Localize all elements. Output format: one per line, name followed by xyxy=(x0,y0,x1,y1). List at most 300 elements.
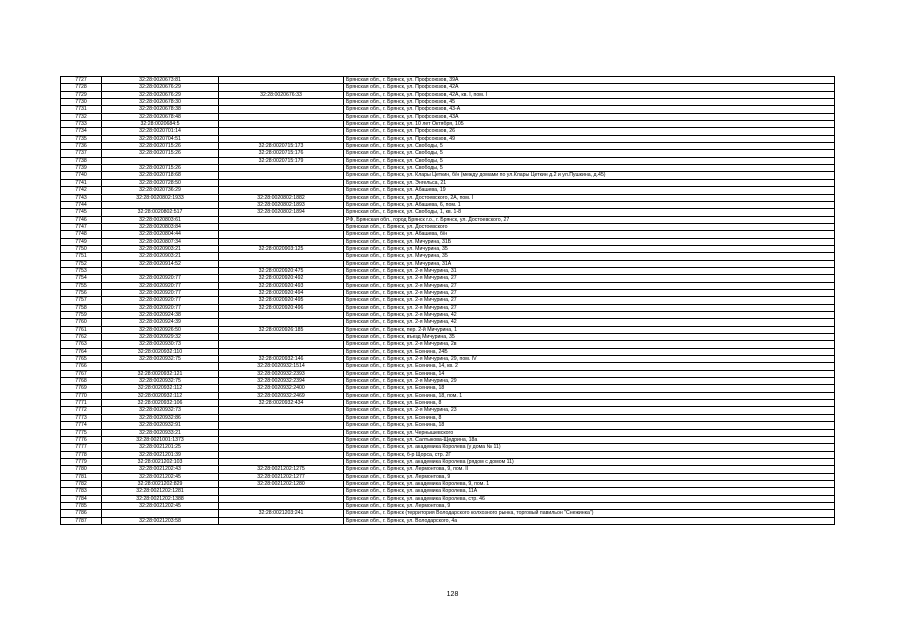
address-cell: Брянская обл., г. Брянск, ул. 2-я Мичурина, 27 xyxy=(344,289,835,296)
cadastral-number-2-cell xyxy=(219,502,344,509)
address-cell: Брянская обл., г. Брянск, ул. Мичурина, 31Б xyxy=(344,238,835,245)
row-number-cell: 7774 xyxy=(61,422,102,429)
cadastral-number-cell: 32:28:0020802:517 xyxy=(102,209,219,216)
cadastral-number-cell: 32:28:0020932:112 xyxy=(102,392,219,399)
cadastral-number-2-cell xyxy=(219,436,344,443)
cadastral-number-2-cell: 32:28:0020932:434 xyxy=(219,400,344,407)
address-cell: РФ, Брянская обл., город Брянск г.о., г. Брянск, ул. Достоевского, 27 xyxy=(344,216,835,223)
cadastral-number-cell: 32:28:0020804:44 xyxy=(102,231,219,238)
table-row xyxy=(61,289,835,296)
row-number-cell: 7756 xyxy=(61,289,102,296)
table-row xyxy=(61,510,835,517)
address-cell: Брянская обл., г. Брянск, ул. академика Королева, 9, пом. 1 xyxy=(344,480,835,487)
address-cell: Брянская обл., г. Брянск, ул. Есенина, 8 xyxy=(344,400,835,407)
address-cell: Брянская обл., г. Брянск, ул. Свободы, 5 xyxy=(344,143,835,150)
register-table-body xyxy=(61,77,835,525)
row-number-cell: 7782 xyxy=(61,480,102,487)
row-number-cell: 7734 xyxy=(61,128,102,135)
cadastral-number-2-cell: 32:28:0021203:241 xyxy=(219,510,344,517)
row-number-cell: 7729 xyxy=(61,91,102,98)
address-cell: Брянская обл., г. Брянск, ул. 2-я Мичурина, 27 xyxy=(344,304,835,311)
cadastral-number-cell: 32:28:0020715:26 xyxy=(102,143,219,150)
address-cell: Брянская обл., г. Брянск, ул. Профсоюзов, 26 xyxy=(344,128,835,135)
cadastral-number-cell: 32:28:0020924:38 xyxy=(102,312,219,319)
table-row xyxy=(61,121,835,128)
cadastral-number-cell: 32:28:0021202:829 xyxy=(102,480,219,487)
address-cell: Брянская обл., г. Брянск, ул. Свободы, 5 xyxy=(344,165,835,172)
table-row xyxy=(61,488,835,495)
cadastral-number-2-cell xyxy=(219,121,344,128)
cadastral-number-cell: 32:28:0020684:5 xyxy=(102,121,219,128)
cadastral-number-2-cell xyxy=(219,414,344,421)
address-cell: Брянская обл., г. Брянск, ул. 2-я Мичурина, 29 xyxy=(344,378,835,385)
address-cell: Брянская обл., г. Брянск, ул. Чернышевского xyxy=(344,429,835,436)
table-row xyxy=(61,275,835,282)
row-number-cell: 7760 xyxy=(61,319,102,326)
cadastral-number-cell: 32:28:0020676:29 xyxy=(102,84,219,91)
address-cell: Брянская обл., г. Брянск, ул. академика Королева, стр. 46 xyxy=(344,495,835,502)
cadastral-number-cell xyxy=(102,363,219,370)
address-cell: Брянская обл., г. Брянск, ул. Есенина, 24Б xyxy=(344,348,835,355)
address-cell: Брянская обл., г. Брянск, ул. Есенина, 8 xyxy=(344,414,835,421)
cadastral-number-cell: 32:28:0020933:21 xyxy=(102,429,219,436)
row-number-cell: 7764 xyxy=(61,348,102,355)
address-cell: Брянская обл., г. Брянск, ул. Лермонтова, 9, пом. II xyxy=(344,466,835,473)
cadastral-number-2-cell: 32:28:0021202:1280 xyxy=(219,480,344,487)
address-cell: Брянская обл., г. Брянск, ул. Есенина, 14 xyxy=(344,370,835,377)
table-row xyxy=(61,370,835,377)
address-cell: Брянская обл., г. Брянск, ул. Энгельса, 21 xyxy=(344,179,835,186)
cadastral-number-cell: 32:28:0021201:25 xyxy=(102,444,219,451)
row-number-cell: 7732 xyxy=(61,113,102,120)
address-cell: Брянская обл., г. Брянск, ул. Абашева, 19 xyxy=(344,187,835,194)
table-row xyxy=(61,91,835,98)
cadastral-number-2-cell xyxy=(219,113,344,120)
cadastral-number-cell: 32:28:0020914:52 xyxy=(102,260,219,267)
table-row xyxy=(61,150,835,157)
row-number-cell: 7735 xyxy=(61,135,102,142)
row-number-cell: 7767 xyxy=(61,370,102,377)
address-cell: Брянская обл., г. Брянск, ул. 2-я Мичурина, 42 xyxy=(344,319,835,326)
row-number-cell: 7779 xyxy=(61,458,102,465)
table-row xyxy=(61,187,835,194)
table-row xyxy=(61,385,835,392)
row-number-cell: 7765 xyxy=(61,356,102,363)
row-number-cell: 7776 xyxy=(61,436,102,443)
cadastral-number-2-cell xyxy=(219,77,344,84)
table-row xyxy=(61,341,835,348)
table-row xyxy=(61,223,835,230)
row-number-cell: 7775 xyxy=(61,429,102,436)
cadastral-number-cell xyxy=(102,267,219,274)
row-number-cell: 7753 xyxy=(61,267,102,274)
cadastral-number-cell: 32:28:0020920:77 xyxy=(102,304,219,311)
cadastral-number-2-cell xyxy=(219,238,344,245)
cadastral-number-cell: 32:28:0020718:68 xyxy=(102,172,219,179)
address-cell: Брянская обл., г. Брянск, ул. Володарского, 4а xyxy=(344,517,835,524)
address-cell: Брянская обл., г. Брянск, ул. академика Королева (рядом с домом 11) xyxy=(344,458,835,465)
row-number-cell: 7785 xyxy=(61,502,102,509)
table-row xyxy=(61,77,835,84)
table-row xyxy=(61,378,835,385)
row-number-cell: 7737 xyxy=(61,150,102,157)
address-cell: Брянская обл., г. Брянск, ул. Клары Цеткин, б/н (между домами по ул.Клары Цеткин д.2 и ул.Пушкина, д.45) xyxy=(344,172,835,179)
cadastral-number-2-cell: 32:28:0020802:1882 xyxy=(219,194,344,201)
address-cell: Брянская обл., г. Брянск, ул. 2-я Мичурина, 42 xyxy=(344,312,835,319)
address-cell: Брянская обл., г. Брянск, ул. 2-я Мичурина, 31 xyxy=(344,267,835,274)
cadastral-number-2-cell: 32:28:0020920:475 xyxy=(219,267,344,274)
row-number-cell: 7783 xyxy=(61,488,102,495)
cadastral-number-cell: 32:28:0021202:1388 xyxy=(102,495,219,502)
address-cell: Брянская обл., г. Брянск, ул. Достоевского xyxy=(344,223,835,230)
row-number-cell: 7748 xyxy=(61,231,102,238)
cadastral-number-2-cell: 32:28:0020932:146 xyxy=(219,356,344,363)
table-row xyxy=(61,172,835,179)
cadastral-number-cell: 32:28:0020715:26 xyxy=(102,150,219,157)
table-row xyxy=(61,216,835,223)
cadastral-number-cell: 32:28:0020932:112 xyxy=(102,385,219,392)
cadastral-number-cell xyxy=(102,157,219,164)
cadastral-number-cell xyxy=(102,201,219,208)
table-row xyxy=(61,135,835,142)
cadastral-number-2-cell: 32:28:0020715:173 xyxy=(219,143,344,150)
cadastral-number-2-cell xyxy=(219,135,344,142)
row-number-cell: 7736 xyxy=(61,143,102,150)
row-number-cell: 7731 xyxy=(61,106,102,113)
address-cell: Брянская обл., г. Брянск, ул. Есенина, 14, кв. 2 xyxy=(344,363,835,370)
cadastral-number-2-cell xyxy=(219,517,344,524)
table-row xyxy=(61,466,835,473)
table-row xyxy=(61,209,835,216)
address-cell: Брянская обл., г. Брянск, ул. Профсоюзов, 39А xyxy=(344,77,835,84)
cadastral-number-cell: 32:28:0021202:45 xyxy=(102,502,219,509)
cadastral-number-cell: 32:28:0021203:58 xyxy=(102,517,219,524)
row-number-cell: 7768 xyxy=(61,378,102,385)
table-row xyxy=(61,253,835,260)
row-number-cell: 7751 xyxy=(61,253,102,260)
row-number-cell: 7752 xyxy=(61,260,102,267)
table-row xyxy=(61,356,835,363)
cadastral-number-2-cell xyxy=(219,172,344,179)
row-number-cell: 7745 xyxy=(61,209,102,216)
cadastral-number-cell: 32:28:0021001:1373 xyxy=(102,436,219,443)
cadastral-number-2-cell: 32:28:0020926:185 xyxy=(219,326,344,333)
address-cell: Брянская обл., г. Брянск, ул. 2-я Мичурина, 2в xyxy=(344,341,835,348)
table-row xyxy=(61,304,835,311)
address-cell: Брянская обл., г. Брянск, ул. Профсоюзов, 43А xyxy=(344,113,835,120)
cadastral-number-cell: 32:28:0020932:73 xyxy=(102,407,219,414)
row-number-cell: 7770 xyxy=(61,392,102,399)
cadastral-number-2-cell xyxy=(219,165,344,172)
table-row xyxy=(61,414,835,421)
table-row xyxy=(61,480,835,487)
page-number: 128 xyxy=(446,591,459,598)
cadastral-number-2-cell xyxy=(219,458,344,465)
table-row xyxy=(61,84,835,91)
address-cell: Брянская обл., г. Брянск, ул. Профсоюзов, 42А, кв. I, пом. I xyxy=(344,91,835,98)
cadastral-number-cell: 32:28:0020932:106 xyxy=(102,400,219,407)
table-row xyxy=(61,392,835,399)
table-row xyxy=(61,400,835,407)
table-row xyxy=(61,473,835,480)
table-row xyxy=(61,436,835,443)
row-number-cell: 7771 xyxy=(61,400,102,407)
cadastral-number-2-cell xyxy=(219,495,344,502)
cadastral-number-2-cell xyxy=(219,84,344,91)
table-row xyxy=(61,517,835,524)
table-row xyxy=(61,165,835,172)
cadastral-number-cell: 32:28:0020920:77 xyxy=(102,289,219,296)
address-cell: Брянская обл., г. Брянск, ул. Профсоюзов, 49 xyxy=(344,135,835,142)
address-cell: Брянская обл., г. Брянск, ул. Лермонтова, 9 xyxy=(344,473,835,480)
row-number-cell: 7754 xyxy=(61,275,102,282)
row-number-cell: 7739 xyxy=(61,165,102,172)
cadastral-number-2-cell xyxy=(219,312,344,319)
cadastral-number-2-cell: 32:28:0020920:493 xyxy=(219,282,344,289)
cadastral-number-cell: 32:28:0021202:43 xyxy=(102,466,219,473)
table-row xyxy=(61,319,835,326)
table-row xyxy=(61,260,835,267)
row-number-cell: 7778 xyxy=(61,451,102,458)
cadastral-number-cell: 32:28:0020802:1933 xyxy=(102,194,219,201)
cadastral-number-2-cell xyxy=(219,253,344,260)
row-number-cell: 7786 xyxy=(61,510,102,517)
table-row xyxy=(61,458,835,465)
table-row xyxy=(61,444,835,451)
cadastral-number-2-cell xyxy=(219,334,344,341)
row-number-cell: 7773 xyxy=(61,414,102,421)
cadastral-number-2-cell xyxy=(219,451,344,458)
cadastral-number-2-cell xyxy=(219,429,344,436)
address-cell: Брянская обл., г. Брянск, ул. Свободы, 5 xyxy=(344,150,835,157)
row-number-cell: 7762 xyxy=(61,334,102,341)
cadastral-number-2-cell xyxy=(219,348,344,355)
address-cell: Брянская обл., г. Брянск, ул. Абашева, 6, пом. 1 xyxy=(344,201,835,208)
table-row xyxy=(61,113,835,120)
address-cell: Брянская обл., г. Брянск, ул. Салтыкова-Щедрина, 18а xyxy=(344,436,835,443)
cadastral-number-cell: 32:28:0020932:121 xyxy=(102,370,219,377)
cadastral-number-cell: 32:28:0020736:29 xyxy=(102,187,219,194)
cadastral-number-cell: 32:28:0020678:48 xyxy=(102,113,219,120)
row-number-cell: 7743 xyxy=(61,194,102,201)
cadastral-number-2-cell: 32:28:0020715:179 xyxy=(219,157,344,164)
cadastral-number-2-cell xyxy=(219,128,344,135)
table-row xyxy=(61,179,835,186)
address-cell: Брянская обл., г. Брянск, ул. Есенина, 18, пом. 1 xyxy=(344,392,835,399)
cadastral-number-cell: 32:28:0020924:39 xyxy=(102,319,219,326)
cadastral-number-cell: 32:28:0020803:84 xyxy=(102,223,219,230)
cadastral-number-cell: 32:28:0020715:26 xyxy=(102,165,219,172)
cadastral-number-cell: 32:28:0020932:86 xyxy=(102,414,219,421)
cadastral-number-cell: 32:28:0020920:77 xyxy=(102,275,219,282)
cadastral-number-2-cell: 32:28:0020932:2400 xyxy=(219,385,344,392)
address-cell: Брянская обл., г. Брянск, ул. Профсоюзов, 43-А xyxy=(344,106,835,113)
address-cell: Брянская обл., г. Брянск, ул. Мичурина, 35 xyxy=(344,253,835,260)
cadastral-number-2-cell: 32:28:0021202:1277 xyxy=(219,473,344,480)
cadastral-number-cell: 32:28:0020678:30 xyxy=(102,99,219,106)
row-number-cell: 7755 xyxy=(61,282,102,289)
row-number-cell: 7766 xyxy=(61,363,102,370)
table-row xyxy=(61,429,835,436)
table-row xyxy=(61,297,835,304)
table-row xyxy=(61,502,835,509)
cadastral-number-2-cell: 32:28:0020903:125 xyxy=(219,245,344,252)
cadastral-number-cell: 32:28:0020678:38 xyxy=(102,106,219,113)
cadastral-number-2-cell: 32:28:0020920:495 xyxy=(219,297,344,304)
cadastral-number-cell: 32:28:0020932:91 xyxy=(102,422,219,429)
cadastral-number-cell: 32:28:0021202:45 xyxy=(102,473,219,480)
address-cell: Брянская обл., г. Брянск, ул. Свободы, 5 xyxy=(344,157,835,164)
table-row xyxy=(61,194,835,201)
table-row xyxy=(61,157,835,164)
address-cell: Брянская обл., г. Брянск, ул. 2-я Мичурина, 27 xyxy=(344,282,835,289)
table-row xyxy=(61,106,835,113)
table-row xyxy=(61,231,835,238)
table-row xyxy=(61,128,835,135)
table-row xyxy=(61,312,835,319)
cadastral-number-cell: 32:28:0020903:21 xyxy=(102,253,219,260)
cadastral-number-2-cell: 32:28:0020932:2393 xyxy=(219,370,344,377)
address-cell: Брянская обл., г. Брянск, ул. Лермонтова, 9 xyxy=(344,502,835,509)
row-number-cell: 7787 xyxy=(61,517,102,524)
row-number-cell: 7730 xyxy=(61,99,102,106)
address-cell: Брянская обл., г. Брянск, ул. Мичурина, 35 xyxy=(344,245,835,252)
address-cell: Брянская обл., г. Брянск, ул. 2-я Мичурина, 27 xyxy=(344,275,835,282)
table-row xyxy=(61,201,835,208)
row-number-cell: 7749 xyxy=(61,238,102,245)
cadastral-number-2-cell: 32:28:0021202:1275 xyxy=(219,466,344,473)
row-number-cell: 7746 xyxy=(61,216,102,223)
cadastral-number-2-cell xyxy=(219,488,344,495)
row-number-cell: 7759 xyxy=(61,312,102,319)
table-row xyxy=(61,334,835,341)
cadastral-number-2-cell xyxy=(219,444,344,451)
address-cell: Брянская обл., г. Брянск, ул. академика Королева (у дома № 11) xyxy=(344,444,835,451)
cadastral-number-2-cell: 32:28:0020920:494 xyxy=(219,289,344,296)
cadastral-number-2-cell: 32:28:0020920:496 xyxy=(219,304,344,311)
cadastral-number-2-cell xyxy=(219,99,344,106)
cadastral-number-2-cell xyxy=(219,187,344,194)
row-number-cell: 7777 xyxy=(61,444,102,451)
row-number-cell: 7757 xyxy=(61,297,102,304)
table-row xyxy=(61,99,835,106)
row-number-cell: 7750 xyxy=(61,245,102,252)
cadastral-number-2-cell xyxy=(219,422,344,429)
address-cell: Брянская обл., г. Брянск (территория Володарского колхозного рынка, торговый павильон "Снежинка") xyxy=(344,510,835,517)
cadastral-number-2-cell xyxy=(219,260,344,267)
row-number-cell: 7744 xyxy=(61,201,102,208)
cadastral-number-cell: 32:28:0020930:73 xyxy=(102,341,219,348)
address-cell: Брянская обл., г. Брянск, ул. Достоевского, 2А, пом. I xyxy=(344,194,835,201)
row-number-cell: 7733 xyxy=(61,121,102,128)
cadastral-number-cell: 32:28:0020926:50 xyxy=(102,326,219,333)
row-number-cell: 7772 xyxy=(61,407,102,414)
address-cell: Брянская обл., г. Брянск, ул. 2-я Мичурина, 27 xyxy=(344,297,835,304)
row-number-cell: 7741 xyxy=(61,179,102,186)
row-number-cell: 7784 xyxy=(61,495,102,502)
address-cell: Брянская обл., г. Брянск, ул. Есенина, 18 xyxy=(344,422,835,429)
address-cell: Брянская обл., г. Брянск, ул. Профсоюзов, 42А xyxy=(344,84,835,91)
row-number-cell: 7727 xyxy=(61,77,102,84)
cadastral-number-2-cell xyxy=(219,319,344,326)
address-cell: Брянская обл., г. Брянск, ул. Профсоюзов, 45 xyxy=(344,99,835,106)
cadastral-number-2-cell: 32:28:0020932:2469 xyxy=(219,392,344,399)
table-row xyxy=(61,238,835,245)
cadastral-number-cell: 32:28:0021202:103 xyxy=(102,458,219,465)
address-cell: Брянская обл., г. Брянск, ул. Абашева, б/н xyxy=(344,231,835,238)
row-number-cell: 7763 xyxy=(61,341,102,348)
row-number-cell: 7742 xyxy=(61,187,102,194)
row-number-cell: 7780 xyxy=(61,466,102,473)
row-number-cell: 7728 xyxy=(61,84,102,91)
cadastral-number-2-cell: 32:28:0020920:492 xyxy=(219,275,344,282)
table-row xyxy=(61,267,835,274)
table-row xyxy=(61,348,835,355)
cadastral-number-2-cell xyxy=(219,179,344,186)
cadastral-number-cell: 32:28:0020932:75 xyxy=(102,378,219,385)
address-cell: Брянская обл., г. Брянск, ул. Мичурина, 31А xyxy=(344,260,835,267)
cadastral-number-2-cell: 32:28:0020802:1893 xyxy=(219,201,344,208)
address-cell: Брянская обл., г. Брянск, ул. 10 лет Октября, 105 xyxy=(344,121,835,128)
cadastral-number-cell: 32:28:0020701:14 xyxy=(102,128,219,135)
row-number-cell: 7781 xyxy=(61,473,102,480)
cadastral-number-2-cell xyxy=(219,407,344,414)
cadastral-number-cell: 32:28:0020807:34 xyxy=(102,238,219,245)
cadastral-number-2-cell: 32:28:0020932:1514 xyxy=(219,363,344,370)
row-number-cell: 7769 xyxy=(61,385,102,392)
cadastral-number-2-cell xyxy=(219,223,344,230)
cadastral-number-cell: 32:28:0020673:81 xyxy=(102,77,219,84)
cadastral-number-cell: 32:28:0020932:75 xyxy=(102,356,219,363)
table-row xyxy=(61,282,835,289)
cadastral-number-2-cell: 32:28:0020676:33 xyxy=(219,91,344,98)
cadastral-number-2-cell: 32:28:0020802:1894 xyxy=(219,209,344,216)
address-cell: Брянская обл., г. Брянск, ул. 2-я Мичурина, 23 xyxy=(344,407,835,414)
cadastral-number-cell: 32:28:0020920:77 xyxy=(102,282,219,289)
table-row xyxy=(61,143,835,150)
cadastral-number-2-cell: 32:28:0020932:2394 xyxy=(219,378,344,385)
cadastral-number-2-cell xyxy=(219,106,344,113)
address-cell: Брянская обл., г. Брянск, ул. Свободы, 1, кв. 1-8 xyxy=(344,209,835,216)
register-table xyxy=(60,76,835,525)
address-cell: Брянская обл., г. Брянск, пер. 2-й Мичурина, 1 xyxy=(344,326,835,333)
cadastral-number-cell: 32:28:0020920:77 xyxy=(102,297,219,304)
address-cell: Брянская обл., г. Брянск, ул. 2-я Мичурина, 29, пом. IV xyxy=(344,356,835,363)
cadastral-number-cell: 32:28:0020932:110 xyxy=(102,348,219,355)
cadastral-number-2-cell: 32:28:0020715:176 xyxy=(219,150,344,157)
address-cell: Брянская обл., г. Брянск, ул. Есенина, 18 xyxy=(344,385,835,392)
address-cell: Брянская обл., г. Брянск, въезд Мичурина, 35 xyxy=(344,334,835,341)
address-cell: Брянская обл., г. Брянск, ул. академика Королева, 11А xyxy=(344,488,835,495)
cadastral-number-cell: 32:28:0020704:51 xyxy=(102,135,219,142)
table-row xyxy=(61,422,835,429)
cadastral-number-2-cell xyxy=(219,231,344,238)
table-row xyxy=(61,451,835,458)
cadastral-number-2-cell xyxy=(219,216,344,223)
cadastral-number-cell: 32:28:0021202:1281 xyxy=(102,488,219,495)
table-row xyxy=(61,495,835,502)
row-number-cell: 7738 xyxy=(61,157,102,164)
table-row xyxy=(61,245,835,252)
row-number-cell: 7758 xyxy=(61,304,102,311)
table-row xyxy=(61,407,835,414)
address-cell: Брянская обл., г. Брянск, б-р Щорса, стр. 2Г xyxy=(344,451,835,458)
row-number-cell: 7740 xyxy=(61,172,102,179)
cadastral-number-cell: 32:28:0020803:61 xyxy=(102,216,219,223)
cadastral-number-cell xyxy=(102,510,219,517)
cadastral-number-cell: 32:28:0020929:32 xyxy=(102,334,219,341)
cadastral-number-cell: 32:28:0020728:50 xyxy=(102,179,219,186)
